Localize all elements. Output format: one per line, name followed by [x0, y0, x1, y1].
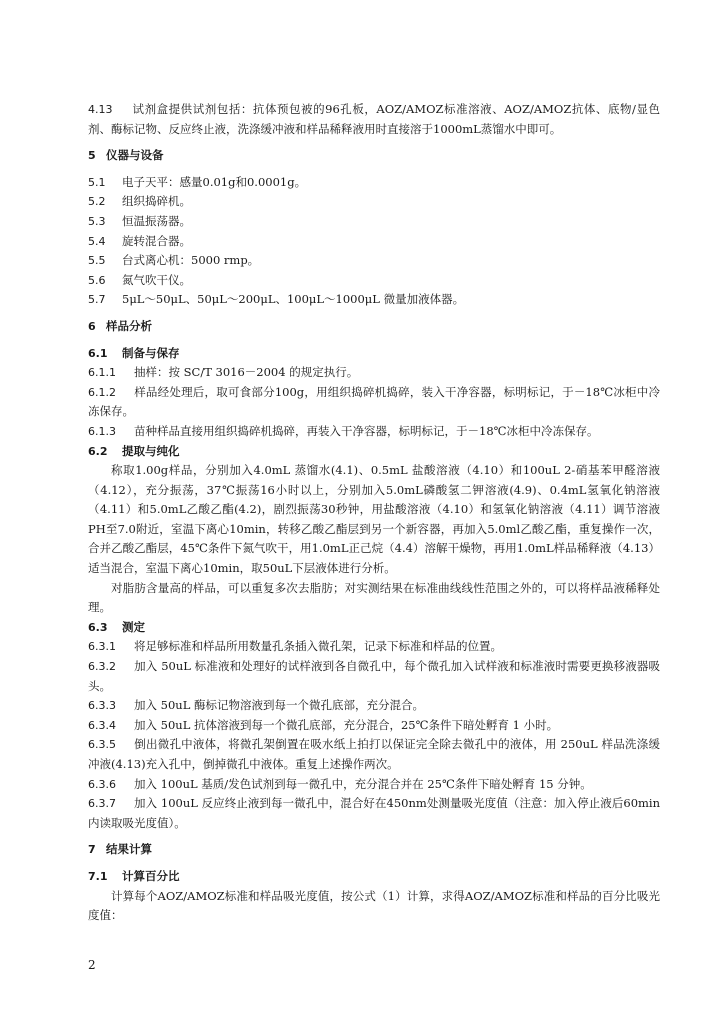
subsection-number: 6.2 [88, 444, 108, 458]
clause-6-3-3 [88, 696, 660, 716]
section-title: 样品分析 [106, 318, 152, 333]
clause-5-6 [88, 271, 660, 291]
clause-6-1-2 [88, 383, 660, 422]
clause-number: 6.3.2 [88, 660, 116, 674]
subsection-title: 制备与保存 [122, 345, 180, 360]
subsection-number: 6.1 [88, 346, 108, 360]
clause-5-7 [88, 290, 660, 310]
section-number: 6 [88, 319, 96, 333]
clause-number: 6.3.1 [88, 640, 116, 654]
section-7-heading [88, 840, 660, 860]
clause-text: 台式离心机：5000 rmp。 [122, 253, 260, 268]
clause-text: 抽样：按 SC/T 3016－2004 的规定执行。 [134, 365, 359, 380]
clause-number: 6.1.2 [88, 385, 116, 399]
clause-text: 加入 50uL 标准液和处理好的试样液到各自微孔中，每个微孔加入试样液和标准液时需要更换移液器吸头。 [88, 659, 660, 693]
clause-number: 5.6 [88, 273, 106, 287]
clause-text: 氮气吹干仪。 [122, 272, 191, 287]
clause-text: 倒出微孔中液体，将微孔架倒置在吸水纸上拍打以保证完全除去微孔中的液体，用 250uL 样品洗涤缓冲液(4.13)充入孔中，倒掉微孔中液体。重复上述操作两次。 [88, 737, 660, 771]
clause-text: 旋转混合器。 [122, 233, 191, 248]
document-body [88, 100, 660, 926]
clause-number: 4.13 [88, 103, 113, 116]
fat-removal-paragraph: 对脂肪含量高的样品，可以重复多次去脂肪；对实测结果在标准曲线线性范围之外的，可以将样品液稀释处理。 [88, 580, 660, 615]
clause-text: 加入 50uL 抗体溶液到每一个微孔底部，充分混合，25℃条件下暗处孵育 1 小时。 [134, 717, 559, 732]
clause-6-3-4 [88, 716, 660, 736]
clause-number: 6.3.6 [88, 777, 116, 791]
clause-number: 6.3.3 [88, 699, 116, 713]
clause-number: 5.5 [88, 254, 106, 268]
clause-number: 5.1 [88, 175, 106, 189]
clause-text: 组织捣碎机。 [122, 194, 191, 209]
clause-5-3 [88, 212, 660, 232]
clause-6-3-6 [88, 775, 660, 795]
subsection-6-3-heading [88, 618, 660, 638]
clause-text: 恒温振荡器。 [122, 213, 191, 228]
clause-6-1-3 [88, 422, 660, 442]
subsection-number: 6.3 [88, 620, 108, 634]
clause-6-1-1 [88, 363, 660, 383]
clause-number: 5.7 [88, 293, 106, 307]
section-number: 5 [88, 149, 96, 163]
clause-text: 试剂盒提供试剂包括：抗体预包被的96孔板，AOZ/AMOZ标准溶液、AOZ/AMOZ抗体、底物/显色剂、酶标记物、反应终止液，洗涤缓冲液和样品稀释液用时直接溶于1000mL蒸馏水中即可。 [88, 102, 660, 136]
clause-text: 将足够标准和样品所用数量孔条插入微孔架，记录下标准和样品的位置。 [134, 639, 502, 654]
clause-number: 6.3.5 [88, 738, 116, 752]
section-5-heading [88, 146, 660, 166]
clause-text: 加入 50uL 酶标记物溶液到每一个微孔底部，充分混合。 [134, 698, 424, 713]
clause-text: 苗种样品直接用组织捣碎机捣碎，再装入干净容器，标明标记，于－18℃冰柜中冷冻保存。 [134, 423, 599, 438]
clause-6-3-7 [88, 794, 660, 833]
clause-6-3-1 [88, 637, 660, 657]
clause-5-5 [88, 251, 660, 271]
clause-number: 6.3.4 [88, 718, 116, 732]
clause-number: 5.2 [88, 195, 106, 209]
clause-text: 5μL～50μL、50μL～200μL、100μL～1000μL 微量加液体器。 [122, 292, 465, 307]
clause-text: 样品经处理后，取可食部分100g，用组织捣碎机捣碎，装入干净容器，标明标记，于－18℃冰柜中冷冻保存。 [88, 384, 660, 419]
clause-number: 5.4 [88, 234, 106, 248]
clause-text: 加入 100uL 基质/发色试剂到每一微孔中，充分混合并在 25℃条件下暗处孵育 15 分钟。 [134, 776, 592, 791]
section-title: 仪器与设备 [106, 148, 164, 163]
clause-number: 5.3 [88, 214, 106, 228]
subsection-title: 提取与纯化 [122, 443, 180, 458]
extraction-paragraph: 称取1.00g样品，分别加入4.0mL 蒸馏水(4.1)、0.5mL 盐酸溶液（4.10）和100uL 2-硝基苯甲醛溶液（4.12），充分振荡，37℃振荡16小时以上，分别加入5.0mL磷酸氢二钾溶液(4.9)、0.4mL氢氧化钠溶液（4.11）和5.0mL乙酸乙酯(4.2)，剧烈振荡30秒钟，用盐酸溶液（4.10）和氢氧化钠溶液（4.11）调节溶液PH至7.0附近，室温下离心10min，转移乙酸乙酯层到另一个新容器，再加入5.0ml乙酸乙酯，重复操作一次，合并乙酸乙酯层，45℃条件下氮气吹干，用1.0mL正己烷（4.4）溶解干燥物，再用1.0mL样品稀释液（4.13）适当混合，室温下离心10min，取50uL下层液体进行分析。 [88, 463, 660, 576]
clause-6-3-2 [88, 657, 660, 696]
subsection-6-2-heading [88, 442, 660, 462]
clause-text: 电子天平：感量0.01g和0.0001g。 [122, 174, 307, 189]
subsection-title: 计算百分比 [122, 868, 180, 883]
subsection-7-1-heading [88, 867, 660, 887]
section-6-heading [88, 317, 660, 337]
clause-5-4 [88, 232, 660, 252]
clause-number: 6.1.3 [88, 424, 116, 438]
calculation-paragraph: 计算每个AOZ/AMOZ标准和样品吸光度值，按公式（1）计算，求得AOZ/AMOZ标准和样品的百分比吸光度值： [88, 888, 660, 923]
clause-5-2 [88, 192, 660, 212]
subsection-6-1-heading [88, 344, 660, 364]
page-number: 2 [88, 958, 96, 972]
subsection-title: 测定 [122, 619, 145, 634]
clause-4-13 [88, 100, 660, 139]
section-title: 结果计算 [106, 842, 152, 857]
section-number: 7 [88, 843, 96, 857]
clause-number: 6.1.1 [88, 366, 116, 380]
clause-number: 6.3.7 [88, 797, 116, 811]
clause-5-1 [88, 173, 660, 193]
clause-text: 加入 100uL 反应终止液到每一微孔中，混合好在450nm处测量吸光度值（注意：加入停止液后60min内读取吸光度值）。 [88, 796, 660, 830]
subsection-number: 7.1 [88, 869, 108, 883]
clause-6-3-5 [88, 735, 660, 774]
